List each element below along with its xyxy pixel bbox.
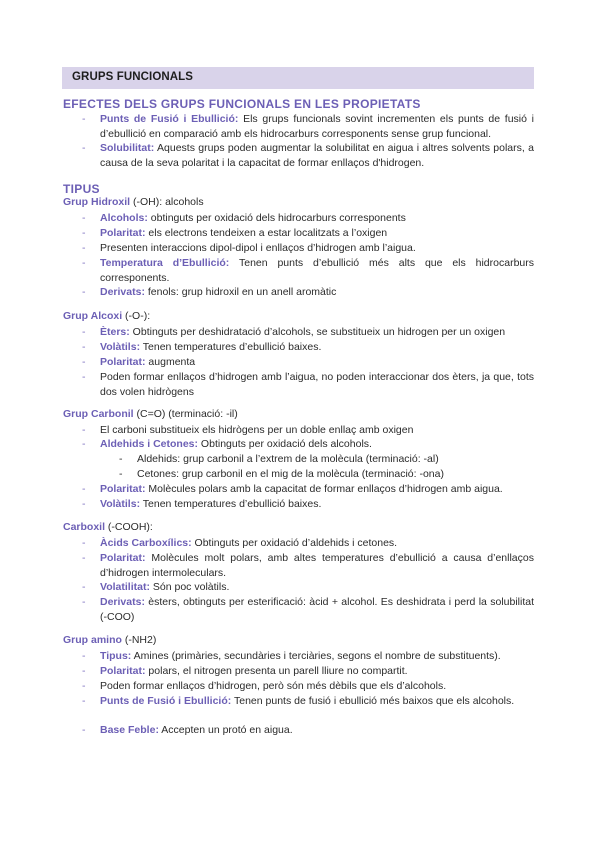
list-item: Volàtils: Tenen temperatures d’ebullició baixes. xyxy=(100,341,322,353)
item-text: Aquests grups poden augmentar la solubilitat en aigua i altres solvents polars, a causa de la seva polaritat i la capacitat de formar enllaços d'hidrogen. xyxy=(100,142,534,169)
item-text: Els grups funcionals sovint incrementen els punts de fusió i d’ebullició en comparació amb els hidrocarburs corresponents sense grup funcional. xyxy=(100,113,534,140)
types-heading: TIPUS xyxy=(63,182,100,196)
bullet-dash: - xyxy=(82,483,86,495)
bullet-dash: - xyxy=(82,371,86,383)
list-item: Polaritat: els electrons tendeixen a estar localitzats a l’oxigen xyxy=(100,227,388,239)
item-label: Punts de Fusió i Ebullició: xyxy=(100,113,239,125)
bullet-dash: - xyxy=(82,498,86,510)
effects-heading: EFECTES DELS GRUPS FUNCIONALS EN LES PROPIETATS xyxy=(63,97,421,111)
bullet-dash: - xyxy=(82,212,86,224)
list-item: Tipus: Amines (primàries, secundàries i terciàries, segons el nombre de substituents). xyxy=(100,650,501,662)
list-item: Derivats: èsters, obtinguts per esterificació: àcid + alcohol. Es deshidrata i perd la solubilitat (-COO) xyxy=(100,596,534,623)
list-item: El carboni substitueix els hidrògens per un doble enllaç amb oxigen xyxy=(100,424,414,436)
sub-bullet-dash: - xyxy=(119,453,123,465)
bullet-dash: - xyxy=(82,596,86,608)
title-bar xyxy=(62,67,534,89)
list-item: Derivats: fenols: grup hidroxil en un anell aromàtic xyxy=(100,286,337,298)
list-item: Base Feble: Accepten un protó en aigua. xyxy=(100,724,293,736)
group-heading-amino: Grup amino (-NH2) xyxy=(63,634,157,646)
sub-bullet-dash: - xyxy=(119,468,123,480)
bullet-dash: - xyxy=(82,695,86,707)
sub-list-item: Aldehids: grup carbonil a l’extrem de la molècula (terminació: -al) xyxy=(137,453,439,465)
list-item: Poden formar enllaços d’hidrogen, però són més dèbils que els d’alcohols. xyxy=(100,680,447,692)
list-item: Punts de Fusió i Ebullició: Tenen punts de fusió i ebullició més baixos que els alcohols. xyxy=(100,695,515,707)
bullet-dash: - xyxy=(82,257,86,269)
list-item: Polaritat: augmenta xyxy=(100,356,196,368)
list-item: Àcids Carboxílics: Obtinguts per oxidació d’aldehids i cetones. xyxy=(100,537,398,549)
group-heading-alcoxi: Grup Alcoxi (-O-): xyxy=(63,310,151,322)
bullet-dash: - xyxy=(82,341,86,353)
list-item xyxy=(100,141,534,170)
list-item: Èters: Obtinguts per deshidratació d’alcohols, se substitueix un hidrogen per un oxigen xyxy=(100,326,506,338)
bullet-dash: - xyxy=(82,438,86,450)
bullet-dash: - xyxy=(82,665,86,677)
group-heading-carboxil: Carboxil (-COOH): xyxy=(63,521,153,533)
list-item: Polaritat: polars, el nitrogen presenta un parell lliure no compartit. xyxy=(100,665,408,677)
bullet-dash: - xyxy=(82,326,86,338)
item-label: Solubilitat: xyxy=(100,142,155,154)
group-heading-hidroxil: Grup Hidroxil (-OH): alcohols xyxy=(63,196,204,208)
sub-list-item: Cetones: grup carbonil en el mig de la molècula (terminació: -ona) xyxy=(137,468,444,480)
bullet-dash: - xyxy=(82,424,86,436)
list-item: Presenten interaccions dipol-dipol i enllaços d’hidrogen amb l’aigua. xyxy=(100,242,416,254)
bullet-dash: - xyxy=(82,680,86,692)
bullet-dash: - xyxy=(82,286,86,298)
list-item: Poden formar enllaços d’hidrogen amb l’aigua, no poden interaccionar dos èters, ja que, tots dos volen hidrògens xyxy=(100,371,534,398)
list-item: Aldehids i Cetones: Obtinguts per oxidació dels alcohols. xyxy=(100,438,372,450)
list-item: Volàtils: Tenen temperatures d’ebullició baixes. xyxy=(100,498,322,510)
bullet-dash: - xyxy=(82,242,86,254)
bullet-dash: - xyxy=(82,537,86,549)
bullet-dash: - xyxy=(82,142,86,154)
bullet-dash: - xyxy=(82,227,86,239)
bullet-dash: - xyxy=(82,113,86,125)
list-item xyxy=(100,112,534,141)
bullet-dash: - xyxy=(82,581,86,593)
bullet-dash: - xyxy=(82,724,86,736)
list-item: Polaritat: Molècules polars amb la capacitat de formar enllaços d’hidrogen amb aigua. xyxy=(100,483,503,495)
page-title: GRUPS FUNCIONALS xyxy=(72,71,194,83)
list-item: Temperatura d’Ebullició: Tenen punts d’ebullició més alts que els hidrocarburs corresponents. xyxy=(100,257,534,284)
group-heading-carbonil: Grup Carbonil (C=O) (terminació: -il) xyxy=(63,408,238,420)
list-item: Volatilitat: Són poc volàtils. xyxy=(100,581,230,593)
list-item: Polaritat: Molècules molt polars, amb altes temperatures d’ebullició a causa d’enllaços d’hidrogen intermoleculars. xyxy=(100,552,534,579)
bullet-dash: - xyxy=(82,650,86,662)
bullet-dash: - xyxy=(82,356,86,368)
bullet-dash: - xyxy=(82,552,86,564)
list-item: Alcohols: obtinguts per oxidació dels hidrocarburs corresponents xyxy=(100,212,406,224)
